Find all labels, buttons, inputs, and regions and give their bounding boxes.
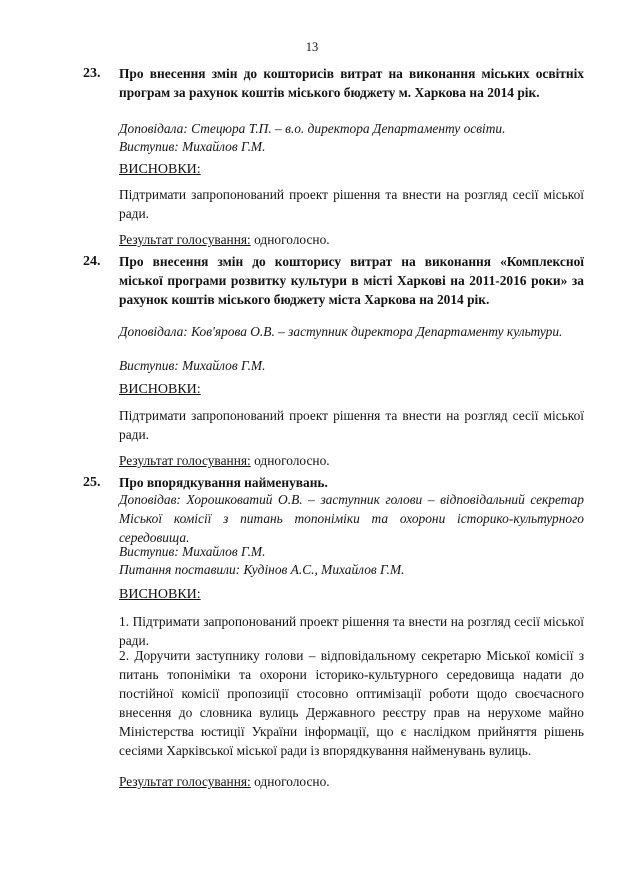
conclusions-heading: ВИСНОВКИ: (119, 382, 201, 397)
item-title: Про внесення змін до кошторисів витрат на виконання міських освітніх програм за рахунок коштів міського бюджету м. Харкова на 2014 рік. (119, 66, 584, 100)
item-title: Про внесення змін до кошторису витрат на виконання «Комплексної міської програми розвитку культури в місті Харкові на 2011-2016 роки» за рахунок коштів міського бюджету міста Харкова на 2014 рік. (119, 254, 584, 307)
decision-item-1: 1. Підтримати запропонований проект рішення та внести на розгляд сесії міської ради. (119, 614, 584, 648)
voting-result-label: Результат голосування: (119, 453, 251, 468)
voting-result (119, 230, 584, 250)
voting-result-value: одноголосно. (250, 774, 330, 789)
item-number: 24. (83, 254, 101, 269)
decision-text: Підтримати запропонований проект рішення та внести на розгляд сесії міської ради. (119, 408, 584, 442)
item-title: Про впорядкування найменувань. (119, 475, 328, 490)
voting-result-label: Результат голосування: (119, 774, 251, 789)
reporter-line: Доповідала: Ков'ярова О.В. – заступник директора Департаменту культури. (119, 324, 563, 339)
page-number: 13 (305, 40, 319, 54)
decision-item-2: 2. Доручити заступнику голови – відповідальному секретарю Міської комісії з питань топоніміки та охорони історико-культурного середовища надати до постійної комісії пропозиції стосовно оптимізації роботи щодо своєчасного внесення до словника вулиць Державного реєстру прав на нерухоме майно Міністерства юстиції України інформації, що є наслідком прийняття рішень сесіями Харківської міської ради із впорядкування найменувань вулиць. (119, 648, 584, 758)
conclusions-heading: ВИСНОВКИ: (119, 162, 201, 177)
voting-result-value: одноголосно. (250, 453, 330, 468)
reporter-line: Доповідала: Стецюра Т.П. – в.о. директора Департаменту освіти. (119, 121, 506, 136)
speaker-line: Виступив: Михайлов Г.М. (119, 358, 266, 373)
questions-line: Питання поставили: Кудінов А.С., Михайлов Г.М. (119, 562, 405, 577)
voting-result-value: одноголосно. (250, 232, 330, 247)
item-number: 25. (83, 475, 101, 490)
item-number: 23. (83, 66, 101, 81)
decision-text: Підтримати запропонований проект рішення та внести на розгляд сесії міської ради. (119, 187, 584, 221)
speaker-line: Виступив: Михайлов Г.М. (119, 544, 266, 559)
reporter-line: Доповідав: Хорошковатий О.В. – заступник голови – відповідальний секретар Міської комісії з питань топоніміки та охорони історико-культурного середовища. (119, 492, 584, 545)
voting-result-label: Результат голосування: (119, 232, 251, 247)
conclusions-heading: ВИСНОВКИ: (119, 587, 201, 602)
voting-result (119, 772, 584, 792)
speaker-line: Виступив: Михайлов Г.М. (119, 139, 266, 154)
voting-result (119, 451, 584, 471)
